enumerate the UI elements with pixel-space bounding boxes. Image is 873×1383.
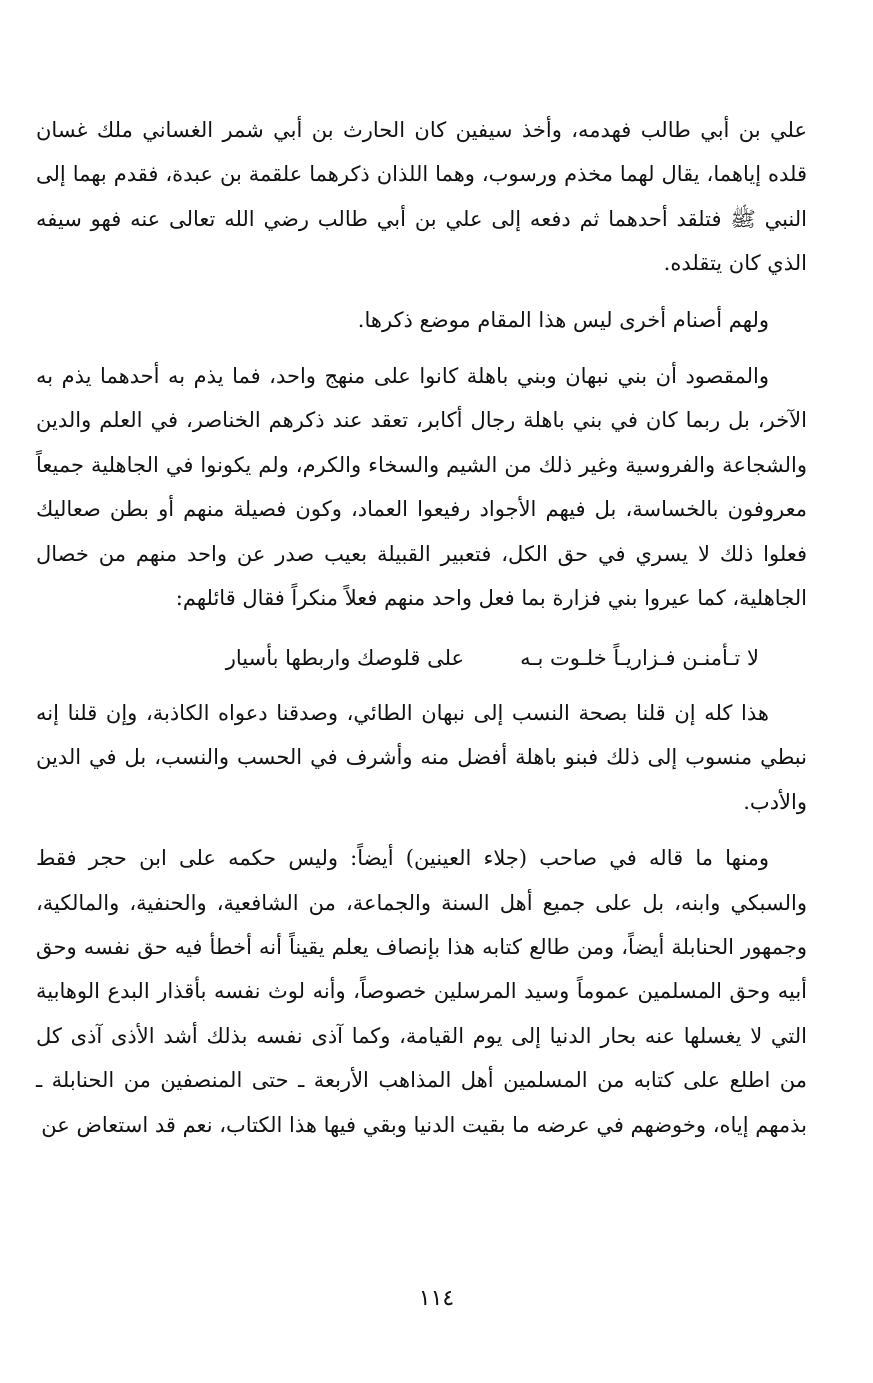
paragraph: ومنها ما قاله في صاحب (جلاء العينين) أيضاً: وليس حكمه على ابن حجر فقط والسبكي وابنه، بل على جميع أهل السنة والجماعة، من الشافعية، والحنفية، والمالكية، وجمهور الحنابلة أيضاً، ومن طالع كتابه هذا بإنصاف يعلم يقيناً أنه أخطأ فيه حق نفسه وحق أبيه وحق المسلمين عموماً وسيد المرسلين خصوصاً، وأنه لوث نفسه بأقذار البدع الوهابية التي لا يغسلها عنه بحار الدنيا إلى يوم القيامة، وكما آذى نفسه بذلك أشد الأذى آذى كل من اطلع على كتابه من المسلمين أهل المذاهب الأربعة ـ حتى المنصفين من الحنابلة ـ بذمهم إياه، وخوضهم في عرضه ما بقيت الدنيا وبقي فيها هذا الكتاب، نعم قد استعاض عن <box>36 846 807 1137</box>
body-text <box>36 108 807 1147</box>
verse-first-hemistich: لا تـأمنـن فـزاريـاً خلـوت بـه <box>520 646 759 671</box>
paragraph: هذا كله إن قلنا بصحة النسب إلى نبهان الطائي، وصدقنا دعواه الكاذبة، وإن قلنا إنه نبطي منسوب إلى ذلك فبنو باهلة أفضل منه وأشرف في الحسب والنسب، بل في الدين والأدب. <box>36 700 807 814</box>
poetry-verse <box>36 636 807 680</box>
paragraph: علي بن أبي طالب فهدمه، وأخذ سيفين كان الحارث بن أبي شمر الغساني ملك غسان قلده إياهما، يقال لهما مخذم ورسوب، وهما اللذان ذكرهما علقمة بن عبدة، فقدم بهما إلى النبي ﷺ فتلقد أحدهما ثم دفعه إلى علي بن أبي طالب رضي الله تعالى عنه فهو سيفه الذي كان يتقلده. <box>36 118 807 276</box>
paragraph: والمقصود أن بني نبهان وبني باهلة كانوا على منهج واحد، فما يذم به أحدهما يذم به الآخر، بل ربما كان في بني باهلة رجال أكابر، تعقد عند ذكرهم الخناصر، في العلم والدين والشجاعة والفروسية وغير ذلك من الشيم والسخاء والكرم، ولم يكونوا في الجاهلية جميعاً معروفون بالخساسة، بل فيهم الأجواد رفيعوا العماد، وكون فصيلة منهم أو بطن صعاليك فعلوا ذلك لا يسري في حق الكل، فتعبير القبيلة بعيب صدر عن واحد منهم من خصال الجاهلية، كما عيروا بني فزارة بما فعل واحد منهم فعلاً منكراً فقال قائلهم: <box>36 364 807 611</box>
page-number: ١١٤ <box>418 1286 455 1311</box>
paragraph: ولهم أصنام أخرى ليس هذا المقام موضع ذكرها. <box>357 307 769 332</box>
verse-second-hemistich: على قلوصك واربطها بأسيار <box>225 646 465 671</box>
